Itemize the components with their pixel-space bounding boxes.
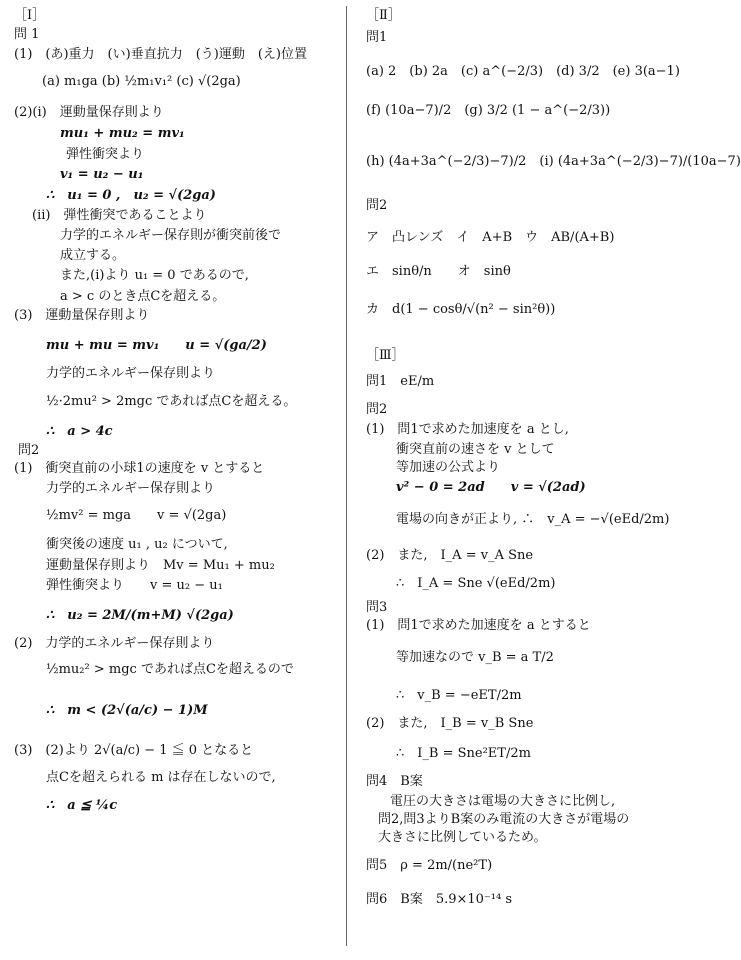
formula-line: ∴ I_A = Sne √(eEd/2m) xyxy=(396,576,556,591)
answer-line: 衝突後の速度 u₁ , u₂ について, xyxy=(46,537,228,552)
answer-line: 衝突直前の速さを v として xyxy=(396,442,555,457)
formula-line: 問1 eE/m xyxy=(366,374,435,389)
answer-line: 点Cを超えられる m は存在しないので, xyxy=(46,770,276,785)
section-heading-1: ［Ⅰ］ xyxy=(14,8,46,23)
answer-line: (3) 運動量保存則より xyxy=(14,308,150,323)
formula-line: ∴ m < (2√(a/c) − 1)M xyxy=(46,703,208,718)
formula-line: v₁ = u₂ − u₁ xyxy=(60,167,144,182)
formula-line: mu + mu = mv₁ u = √(ga/2) xyxy=(46,338,267,353)
answer-line: (ⅱ) 弾性衝突であることより xyxy=(32,208,207,223)
answer-line: ア 凸レンズ イ A+B ウ AB/(A+B) xyxy=(366,230,615,245)
formula-line: (2) また, I_B = v_B Sne xyxy=(366,716,534,731)
answer-line: (2)(ⅰ) 運動量保存則より xyxy=(14,105,164,120)
answer-line: 力学的エネルギー保存則より xyxy=(46,481,216,496)
formula-line: (2) また, I_A = v_A Sne xyxy=(366,548,534,563)
question-heading: 問 1 xyxy=(14,27,40,42)
formula-line: ∴ I_B = Sne²ET/2m xyxy=(396,746,531,761)
answer-line: 電圧の大きさは電場の大きさに比例し, xyxy=(390,794,616,809)
answer-line: 問2,問3よりB案のみ電流の大きさが電場の xyxy=(378,812,630,827)
question-heading: 問2 xyxy=(366,402,388,417)
formula-line: (a) 2 (b) 2a (c) a^(−2/3) (d) 3/2 (e) 3(a−1) xyxy=(366,64,680,79)
answer-line: 力学的エネルギー保存則より xyxy=(46,366,216,381)
formula-line: ∴ u₂ = 2M/(m+M) √(2ga) xyxy=(46,608,234,623)
formula-line: 電場の向きが正より, ∴ v_A = −√(eEd/2m) xyxy=(396,512,670,527)
answer-line: 弾性衝突より xyxy=(66,147,145,162)
formula-line: ∴ u₁ = 0 , u₂ = √(2ga) xyxy=(46,188,216,203)
formula-line: 弾性衝突より v = u₂ − u₁ xyxy=(46,578,223,593)
question-heading: 問4 B案 xyxy=(366,774,423,789)
formula-line: ½mu₂² > mgc であれば点Cを超えるので xyxy=(46,662,294,677)
question-heading: 問1 xyxy=(366,30,388,45)
question-heading: 問2 xyxy=(18,443,40,458)
answer-line: (1) 衝突直前の小球1の速度を v とすると xyxy=(14,461,265,476)
answer-line: また,(ⅰ)より u₁ = 0 であるので, xyxy=(60,268,249,283)
question-heading: 問2 xyxy=(366,198,388,213)
answer-line: (1) 問1で求めた加速度を a とすると xyxy=(366,618,591,633)
formula-line: 運動量保存則より Mv = Mu₁ + mu₂ xyxy=(46,558,275,573)
answer-line: (2) 力学的エネルギー保存則より xyxy=(14,636,215,651)
formula-line: ½mv² = mga v = √(2ga) xyxy=(46,508,227,523)
column-divider xyxy=(346,6,347,946)
answer-line: a > c のとき点Cを超える。 xyxy=(60,289,226,304)
formula-line: mu₁ + mu₂ = mv₁ xyxy=(60,126,185,141)
section-heading-2: ［Ⅱ］ xyxy=(366,8,401,23)
formula-line: (h) (4a+3a^(−2/3)−7)/2 (i) (4a+3a^(−2/3)−7)/(10a−7) xyxy=(366,154,741,169)
formula-line: v² − 0 = 2ad v = √(2ad) xyxy=(396,480,586,495)
formula-line: (a) m₁ga (b) ½m₁v₁² (c) √(2ga) xyxy=(42,74,241,89)
answer-line: 成立する。 xyxy=(60,248,126,263)
section-heading-3: ［Ⅲ］ xyxy=(366,348,405,363)
question-heading: 問3 xyxy=(366,600,388,615)
formula-line: 問5 ρ = 2m/(ne²T) xyxy=(366,858,493,873)
answer-line: 大きさに比例しているため。 xyxy=(378,830,547,845)
answer-line: 等加速の公式より xyxy=(396,460,501,475)
formula-line: ∴ a > 4c xyxy=(46,424,113,439)
formula-line: (f) (10a−7)/2 (g) 3/2 (1 − a^(−2/3)) xyxy=(366,103,611,118)
answer-line: 力学的エネルギー保存則が衝突前後で xyxy=(60,228,282,243)
answer-line: (3) (2)より 2√(a/c) − 1 ≦ 0 となると xyxy=(14,743,254,758)
formula-line: ∴ a ≦ ¼c xyxy=(46,798,118,813)
answer-line: (1) 問1で求めた加速度を a とし, xyxy=(366,422,569,437)
formula-line: 問6 B案 5.9×10⁻¹⁴ s xyxy=(366,892,513,907)
formula-line: 等加速なので v_B = a T/2 xyxy=(396,650,554,665)
formula-line: ∴ v_B = −eET/2m xyxy=(396,688,522,703)
answer-line: (1) (あ)重力 (い)垂直抗力 (う)運動 (え)位置 xyxy=(14,47,307,62)
formula-line: ½·2mu² > 2mgc であれば点Cを超える。 xyxy=(46,394,297,409)
formula-line: カ d(1 − cosθ/√(n² − sin²θ)) xyxy=(366,302,556,317)
answer-line: エ sinθ/n オ sinθ xyxy=(366,264,511,279)
